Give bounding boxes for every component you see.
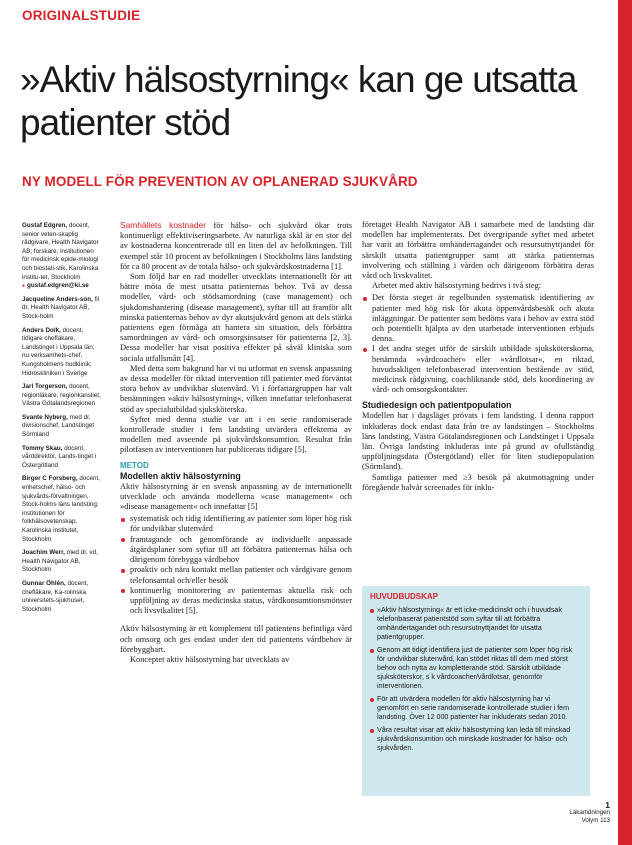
author-affiliation: fil dr, Health Navigator AB, Stock-holm xyxy=(22,295,100,320)
key-message-item: Genom att tidigt identifiera just de patienter som löper hög risk för undvikbar slutenvård, kan stödet riktas till dem med störst behov och nytta av kompletterande stöd. Särskilt utbildade sjuksköterskor, s k vårdcoacher/vårdlotsar, genomför interventionen. xyxy=(370,646,582,691)
author-entry xyxy=(22,580,102,614)
author-affiliation: docent, senior veten-skaplig rådgivare, Health Navigator AB; forskare, institutionen för medicinsk epide-miologi och biostati-stik, Karolinska institu-tet, Stockholm xyxy=(22,222,99,281)
key-message-item: Våra resultat visar att aktiv hälsostyrning kan leda till minskad sjukvårdskonsumtion och minskade kostnader för hälso- och sjukvården. xyxy=(370,726,582,753)
author-name: Jarl Torgerson, xyxy=(22,383,68,391)
bullet-list xyxy=(362,293,594,395)
article-title: »Aktiv hälsostyrning« kan ge utsatta patienter stöd xyxy=(20,59,577,143)
list-item: systematisk och tidig identifiering av patienter som löper hög risk för undvikbar slutenvård xyxy=(120,514,352,534)
author-name: Gustaf Edgren, xyxy=(22,222,68,229)
page-number: 1 xyxy=(605,800,610,810)
body-paragraph: Modellen har i dagsläget prövats i fem landsting. I denna rapport inkluderas dock endast data från tre av landstingen – Stockholms läns landsting, Västra Götalandsregionen och Landstinget i Uppsala län. Övriga landsting inkluderas inte på grund av ofullständig uppföljningsdata (Östergötland) eller för liten studiepopulation (Sörmland). xyxy=(362,411,594,472)
body-paragraph: Samhällets kostnader för hälso- och sjukvård ökar trots kontinuerligt effektiviseringsarbete. Av naturliga skäl är en stor del av kostnaderna koncentrerade till en liten del av befolkningen. Till exempel står 10 procent av befolkningen i Stockholms läns landsting för ca 80 procent av de totala hälso- och sjukvårdskostnaderna [1]. xyxy=(120,220,352,271)
body-paragraph: Konceptet aktiv hälsostyrning har utvecklats av xyxy=(130,654,290,664)
author-entry xyxy=(22,549,102,575)
page-footer xyxy=(569,802,610,824)
author-affiliation: docent, enhetschef, hälso- och sjukvårds-förvaltningen, Stock-holms läns landsting; institutionen för folkhälsovetenskap, Karolinska institutet, Stockholm xyxy=(22,475,101,543)
author-name: Birger C Forsberg, xyxy=(22,475,78,483)
body-paragraph: Syftet med denna studie var att i en serie randomiserade kontrollerade studier i fem landsting utvärdera effekterna av modellen med avseende på sjukvårdskonsumtion. Resultat från pilotfasen av interventionen har publicerats tidigare [5]. xyxy=(120,414,352,455)
journal-volume: Volym 113 xyxy=(581,816,610,824)
author-entry xyxy=(22,414,102,440)
journal-name: Läkartidningen xyxy=(569,809,610,817)
list-item: I det andra steget utför de särskilt utbildade sjuksköterskorna, benämnda »vårdcoacher« eller »vårdlotsar«, en riktad, huvudsakligen telefonbaserad intervention bestående av stöd, medicinsk rådgivning, coachliknande stöd, dels koordinering av vård- och omsorgskontakter. xyxy=(362,344,594,395)
body-column-left xyxy=(120,220,352,665)
author-name: Jacqueline Anders-son, xyxy=(22,295,93,303)
list-item: kontinuerlig monitorering av patienternas aktuella risk och uppföljning av deras medicinska status, vårdkonsumtionsmönster och livsvikalitet [5]. xyxy=(120,586,352,617)
lead-in: Samhällets kostnader xyxy=(120,220,206,230)
body-paragraph: Som följd har en rad modeller utvecklats internationellt för att bättre möta de mest utsatta patienternas behov. Två av dessa modeller, vård- och stödsamordning (case management) och sjukdomshantering (disease management), syftar till att framför allt minska patienternas behov av dyr akutsjukvård genom att dels stärka patientens egen förmåga att hantera sin situation, dels förbättra samordningen av vård- och omsorgsinsatser för patienterna [2, 3]. Dessa modeller har visat positiva effekter på såväl kliniska som sociala utfallsmått [4]. xyxy=(120,272,352,363)
page-edge-bar xyxy=(618,0,632,845)
article-kicker: ORIGINALSTUDIE xyxy=(22,8,141,23)
list-item: Det första steget är regelbunden systematisk identifiering av patienter med hög risk för akuta öppenvårdsbesök och akuta inläggningar. De patienter som bedöms vara i behov av extra stöd och potentiellt hjälpta av den utarbetade interventionen erbjuds denna. xyxy=(362,293,594,344)
body-paragraph: Samtliga patienter med ≥3 besök på akutmottagning under föregående halvår screenades för inklu- xyxy=(362,472,594,492)
author-name: Gunnar Öhlén, xyxy=(22,579,66,587)
author-name: Anders Dolk, xyxy=(22,326,61,334)
section-heading: Studiedesign och patientpopulation xyxy=(362,400,512,411)
section-heading: Modellen aktiv hälsostyrning xyxy=(120,470,241,481)
author-affiliation: med dr, divisionschef, Landstinget Sörmland xyxy=(22,413,95,439)
author-affiliation: docent, regionläkare, regionkansliet, Västra Götalandsregionen xyxy=(22,383,101,408)
author-entry xyxy=(22,475,102,544)
list-item: framtagande och genomförande av individuellt anpassade åtgärdsplaner som syftar till att förbättra patienternas hälsa och därigenom förebygga vårdbehov xyxy=(120,535,352,566)
body-paragraph: Med detta som bakgrund har vi nu utformat en svensk anpassning av dessa modeller för riktad intervention till patienter med förväntat stora behov av undvikbar slutenvård. Vi i författargruppen har valt benämningen »aktiv hälsostyrning«, vilken innefattar telefonbaserat stöd av specialutbildad sjuksköterska. xyxy=(120,363,352,414)
body-column-right xyxy=(362,220,594,493)
author-entry xyxy=(22,296,102,322)
key-message-item: För att utvärdera modellen för aktiv hälsostyrning har vi genomfört en serie randomiserade kontrollerade studier i fem landsting. Över 12 000 patienter har inkluderats sedan 2010. xyxy=(370,695,582,722)
author-email[interactable]: ● gustaf.edgren@ki.se xyxy=(22,282,89,289)
author-entry xyxy=(22,383,102,409)
author-entry xyxy=(22,222,102,291)
body-paragraph: Arbetet med aktiv hälsostyrning bedrivs i två steg: xyxy=(372,281,542,291)
author-entry xyxy=(22,445,102,471)
author-name: Tommy Skau, xyxy=(22,444,63,452)
article-subtitle: NY MODELL FÖR PREVENTION AV OPLANERAD SJUKVÅRD xyxy=(22,174,418,189)
author-affiliation: docent, chefläkare, Ka-rolinska universitets-sjukhuset, Stockholm xyxy=(22,579,89,613)
body-paragraph: Aktiv hälsostyrning är ett komplement till patientens befintliga vård och omsorg och ges endast under den tid patientens vårdbehov är förebyggbart. xyxy=(120,624,352,654)
author-name: Joachim Werr, xyxy=(22,549,65,557)
author-list xyxy=(22,222,102,619)
author-affiliation: docent, vårddirektör, Lands-tinget i Östergötland xyxy=(22,444,97,469)
author-entry xyxy=(22,327,102,379)
section-tag: METOD xyxy=(120,460,149,470)
bullet-list xyxy=(120,514,352,616)
key-messages-box xyxy=(362,586,590,796)
key-messages-heading: HUVUDBUDSKAP xyxy=(370,592,439,601)
list-item: proaktiv och nära kontakt mellan patienter och vårdgivare genom telefonsamtal och/eller besök xyxy=(120,565,352,585)
body-paragraph: Aktiv hälsostyrning är en svensk anpassning av de internationellt utvecklade och använda modellerna »case management« och »disease management« och innefattar [5] xyxy=(120,481,352,512)
author-affiliation: med dr, vd, Health Navigator AB, Stockholm xyxy=(22,549,98,574)
author-name: Svante Nyberg, xyxy=(22,413,68,421)
author-affiliation: docent, tidigare chefläkare, Landstinget i Uppsala län; nu verksamhets-chef, Kungsholmens hudklinik; Hidroskliniken i Sverige xyxy=(22,326,95,377)
body-paragraph: företaget Health Navigator AB i samarbete med de landsting där modellen har implementerats. Det övergripande syftet med arbetet har varit att förbättra omhändertagandet och resursutnyttjandet för särskilt utsatta patientgrupper samt att stärka patienternas involvering och ställning i vården och därigenom förbättra deras vård och livskvalitet. xyxy=(362,220,594,281)
key-message-item: »Aktiv hälsostyrning« är ett icke-medicinskt och i huvudsak telefonbaserat patientstöd som syftar till att förbättra omhändertagandet och resursutnyttjandet för utsatta patientgrupper. xyxy=(370,606,582,642)
